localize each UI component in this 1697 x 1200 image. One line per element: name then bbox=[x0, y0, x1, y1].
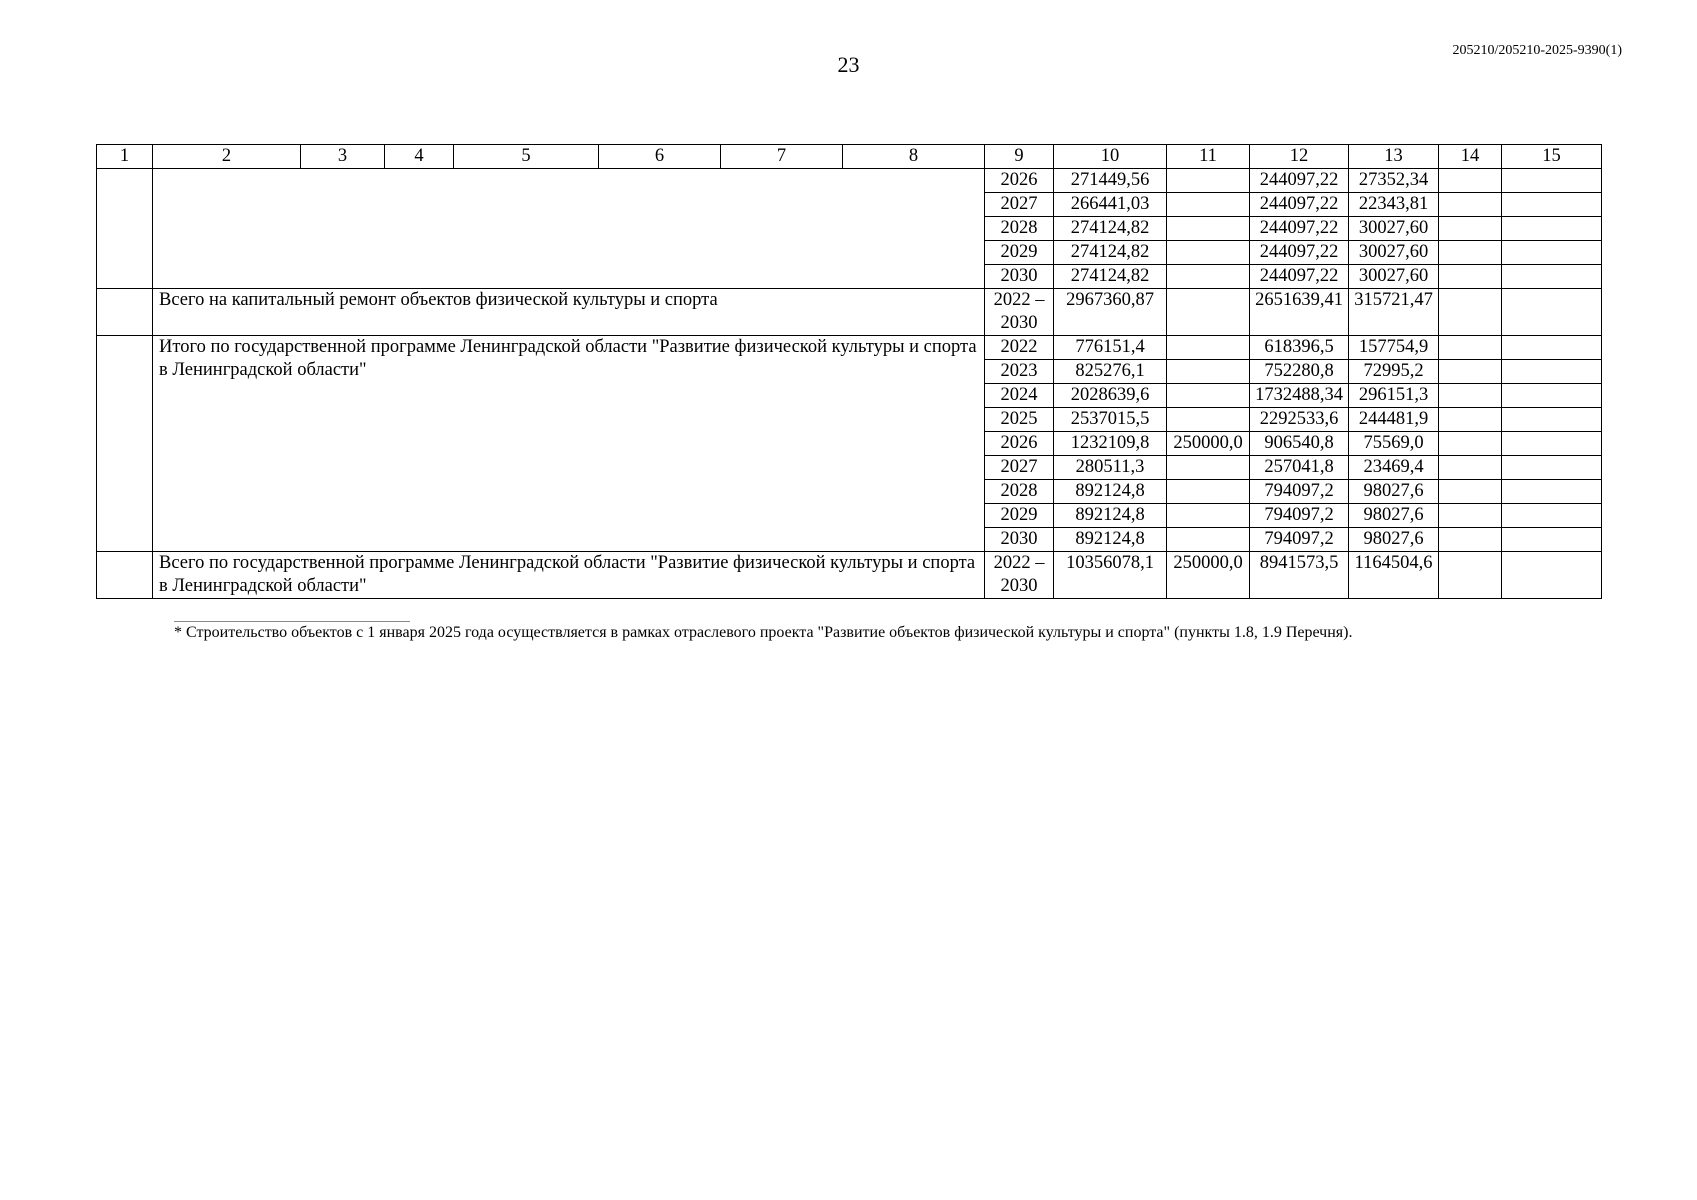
other-cell bbox=[1439, 217, 1502, 241]
regional-cell: 794097,2 bbox=[1250, 480, 1349, 504]
column-number: 10 bbox=[1054, 145, 1167, 169]
number-cell bbox=[97, 552, 153, 599]
federal-cell bbox=[1167, 289, 1250, 336]
local-cell: 1164504,6 bbox=[1349, 552, 1439, 599]
federal-cell: 250000,0 bbox=[1167, 552, 1250, 599]
table-row bbox=[97, 289, 1602, 336]
total-cell: 1232109,8 bbox=[1054, 432, 1167, 456]
column-number: 2 bbox=[153, 145, 301, 169]
page-number: 23 bbox=[837, 52, 860, 77]
number-cell bbox=[97, 336, 153, 552]
regional-cell: 244097,22 bbox=[1250, 193, 1349, 217]
year-range-end: 2030 bbox=[1000, 313, 1038, 333]
regional-cell: 752280,8 bbox=[1250, 360, 1349, 384]
column-number: 5 bbox=[454, 145, 599, 169]
other-cell bbox=[1439, 552, 1502, 599]
section-program-itogo bbox=[97, 336, 1602, 552]
column-number: 9 bbox=[985, 145, 1054, 169]
year-cell: 2024 bbox=[985, 384, 1054, 408]
note-cell bbox=[1502, 241, 1602, 265]
total-cell: 10356078,1 bbox=[1054, 552, 1167, 599]
year-cell: 2026 bbox=[985, 432, 1054, 456]
year-range-start: 2022 – bbox=[993, 290, 1045, 310]
regional-cell: 794097,2 bbox=[1250, 528, 1349, 552]
federal-cell bbox=[1167, 504, 1250, 528]
regional-cell: 244097,22 bbox=[1250, 241, 1349, 265]
note-cell bbox=[1502, 552, 1602, 599]
local-cell: 315721,47 bbox=[1349, 289, 1439, 336]
note-cell bbox=[1502, 384, 1602, 408]
note-cell bbox=[1502, 217, 1602, 241]
regional-cell: 1732488,34 bbox=[1250, 384, 1349, 408]
note-cell bbox=[1502, 432, 1602, 456]
other-cell bbox=[1439, 408, 1502, 432]
total-cell: 2967360,87 bbox=[1054, 289, 1167, 336]
footnote: * Строительство объектов с 1 января 2025 года осуществляется в рамках отраслевого проекта "Развитие объектов физической культуры и спорта" (пункты 1.8, 1.9 Перечня). bbox=[174, 624, 1353, 641]
total-cell: 274124,82 bbox=[1054, 241, 1167, 265]
year-cell: 2026 bbox=[985, 169, 1054, 193]
funding-table bbox=[96, 144, 1602, 599]
other-cell bbox=[1439, 336, 1502, 360]
table-row bbox=[97, 552, 1602, 599]
table-row bbox=[97, 336, 1602, 360]
total-cell: 892124,8 bbox=[1054, 528, 1167, 552]
column-number: 12 bbox=[1250, 145, 1349, 169]
note-cell bbox=[1502, 480, 1602, 504]
regional-cell: 794097,2 bbox=[1250, 504, 1349, 528]
total-cell: 776151,4 bbox=[1054, 336, 1167, 360]
local-cell: 157754,9 bbox=[1349, 336, 1439, 360]
local-cell: 27352,34 bbox=[1349, 169, 1439, 193]
federal-cell bbox=[1167, 169, 1250, 193]
total-cell: 274124,82 bbox=[1054, 265, 1167, 289]
note-cell bbox=[1502, 169, 1602, 193]
note-cell bbox=[1502, 336, 1602, 360]
column-number: 13 bbox=[1349, 145, 1439, 169]
number-cell bbox=[97, 169, 153, 289]
note-cell bbox=[1502, 193, 1602, 217]
total-cell: 274124,82 bbox=[1054, 217, 1167, 241]
year-cell: 2028 bbox=[985, 480, 1054, 504]
year-cell: 2025 bbox=[985, 408, 1054, 432]
column-number: 1 bbox=[97, 145, 153, 169]
federal-cell bbox=[1167, 241, 1250, 265]
total-cell: 2028639,6 bbox=[1054, 384, 1167, 408]
regional-cell: 2292533,6 bbox=[1250, 408, 1349, 432]
federal-cell bbox=[1167, 480, 1250, 504]
number-cell bbox=[97, 289, 153, 336]
local-cell: 30027,60 bbox=[1349, 265, 1439, 289]
regional-cell: 618396,5 bbox=[1250, 336, 1349, 360]
column-number: 8 bbox=[843, 145, 985, 169]
table-row bbox=[97, 169, 1602, 193]
other-cell bbox=[1439, 528, 1502, 552]
note-cell bbox=[1502, 408, 1602, 432]
federal-cell: 250000,0 bbox=[1167, 432, 1250, 456]
other-cell bbox=[1439, 456, 1502, 480]
note-cell bbox=[1502, 360, 1602, 384]
total-cell: 280511,3 bbox=[1054, 456, 1167, 480]
federal-cell bbox=[1167, 456, 1250, 480]
other-cell bbox=[1439, 265, 1502, 289]
regional-cell: 244097,22 bbox=[1250, 217, 1349, 241]
federal-cell bbox=[1167, 217, 1250, 241]
note-cell bbox=[1502, 456, 1602, 480]
regional-cell: 2651639,41 bbox=[1250, 289, 1349, 336]
column-number: 4 bbox=[385, 145, 454, 169]
year-cell: 2030 bbox=[985, 265, 1054, 289]
year-cell: 2029 bbox=[985, 241, 1054, 265]
other-cell bbox=[1439, 241, 1502, 265]
local-cell: 30027,60 bbox=[1349, 217, 1439, 241]
local-cell: 23469,4 bbox=[1349, 456, 1439, 480]
column-number: 7 bbox=[721, 145, 843, 169]
other-cell bbox=[1439, 360, 1502, 384]
total-cell: 271449,56 bbox=[1054, 169, 1167, 193]
other-cell bbox=[1439, 480, 1502, 504]
year-range-end: 2030 bbox=[1000, 576, 1038, 596]
other-cell bbox=[1439, 504, 1502, 528]
other-cell bbox=[1439, 432, 1502, 456]
local-cell: 75569,0 bbox=[1349, 432, 1439, 456]
section-continuation bbox=[97, 169, 1602, 289]
local-cell: 22343,81 bbox=[1349, 193, 1439, 217]
regional-cell: 244097,22 bbox=[1250, 169, 1349, 193]
local-cell: 98027,6 bbox=[1349, 480, 1439, 504]
note-cell bbox=[1502, 528, 1602, 552]
note-cell bbox=[1502, 289, 1602, 336]
regional-cell: 244097,22 bbox=[1250, 265, 1349, 289]
year-cell: 2028 bbox=[985, 217, 1054, 241]
year-cell: 2029 bbox=[985, 504, 1054, 528]
column-number: 14 bbox=[1439, 145, 1502, 169]
column-number: 15 bbox=[1502, 145, 1602, 169]
year-range-start: 2022 – bbox=[993, 553, 1045, 573]
federal-cell bbox=[1167, 384, 1250, 408]
column-number: 11 bbox=[1167, 145, 1250, 169]
regional-cell: 906540,8 bbox=[1250, 432, 1349, 456]
total-cell: 266441,03 bbox=[1054, 193, 1167, 217]
column-number-row bbox=[97, 145, 1602, 169]
year-cell: 2030 bbox=[985, 528, 1054, 552]
local-cell: 244481,9 bbox=[1349, 408, 1439, 432]
year-cell: 2027 bbox=[985, 193, 1054, 217]
regional-cell: 8941573,5 bbox=[1250, 552, 1349, 599]
federal-cell bbox=[1167, 408, 1250, 432]
regional-cell: 257041,8 bbox=[1250, 456, 1349, 480]
document-id: 205210/205210-2025-9390(1) bbox=[1452, 43, 1622, 58]
federal-cell bbox=[1167, 193, 1250, 217]
column-number: 3 bbox=[301, 145, 385, 169]
description-cell: Всего на капитальный ремонт объектов физической культуры и спорта bbox=[153, 289, 985, 336]
federal-cell bbox=[1167, 360, 1250, 384]
other-cell bbox=[1439, 169, 1502, 193]
federal-cell bbox=[1167, 528, 1250, 552]
section-total-repair bbox=[97, 289, 1602, 336]
local-cell: 98027,6 bbox=[1349, 528, 1439, 552]
total-cell: 892124,8 bbox=[1054, 504, 1167, 528]
total-cell: 892124,8 bbox=[1054, 480, 1167, 504]
year-cell: 2022 bbox=[985, 336, 1054, 360]
local-cell: 72995,2 bbox=[1349, 360, 1439, 384]
year-range-cell bbox=[985, 289, 1054, 336]
note-cell bbox=[1502, 504, 1602, 528]
year-cell: 2027 bbox=[985, 456, 1054, 480]
total-cell: 2537015,5 bbox=[1054, 408, 1167, 432]
description-cell: Итого по государственной программе Ленинградской области "Развитие физической культуры и спорта в Ленинградской области" bbox=[153, 336, 985, 552]
year-range-cell bbox=[985, 552, 1054, 599]
description-cell: Всего по государственной программе Ленинградской области "Развитие физической культуры и спорта в Ленинградской области" bbox=[153, 552, 985, 599]
description-cell bbox=[153, 169, 985, 289]
other-cell bbox=[1439, 193, 1502, 217]
column-number: 6 bbox=[599, 145, 721, 169]
local-cell: 296151,3 bbox=[1349, 384, 1439, 408]
year-cell: 2023 bbox=[985, 360, 1054, 384]
local-cell: 30027,60 bbox=[1349, 241, 1439, 265]
other-cell bbox=[1439, 289, 1502, 336]
federal-cell bbox=[1167, 265, 1250, 289]
federal-cell bbox=[1167, 336, 1250, 360]
section-program-total bbox=[97, 552, 1602, 599]
local-cell: 98027,6 bbox=[1349, 504, 1439, 528]
total-cell: 825276,1 bbox=[1054, 360, 1167, 384]
footnote-divider bbox=[174, 621, 410, 622]
other-cell bbox=[1439, 384, 1502, 408]
note-cell bbox=[1502, 265, 1602, 289]
